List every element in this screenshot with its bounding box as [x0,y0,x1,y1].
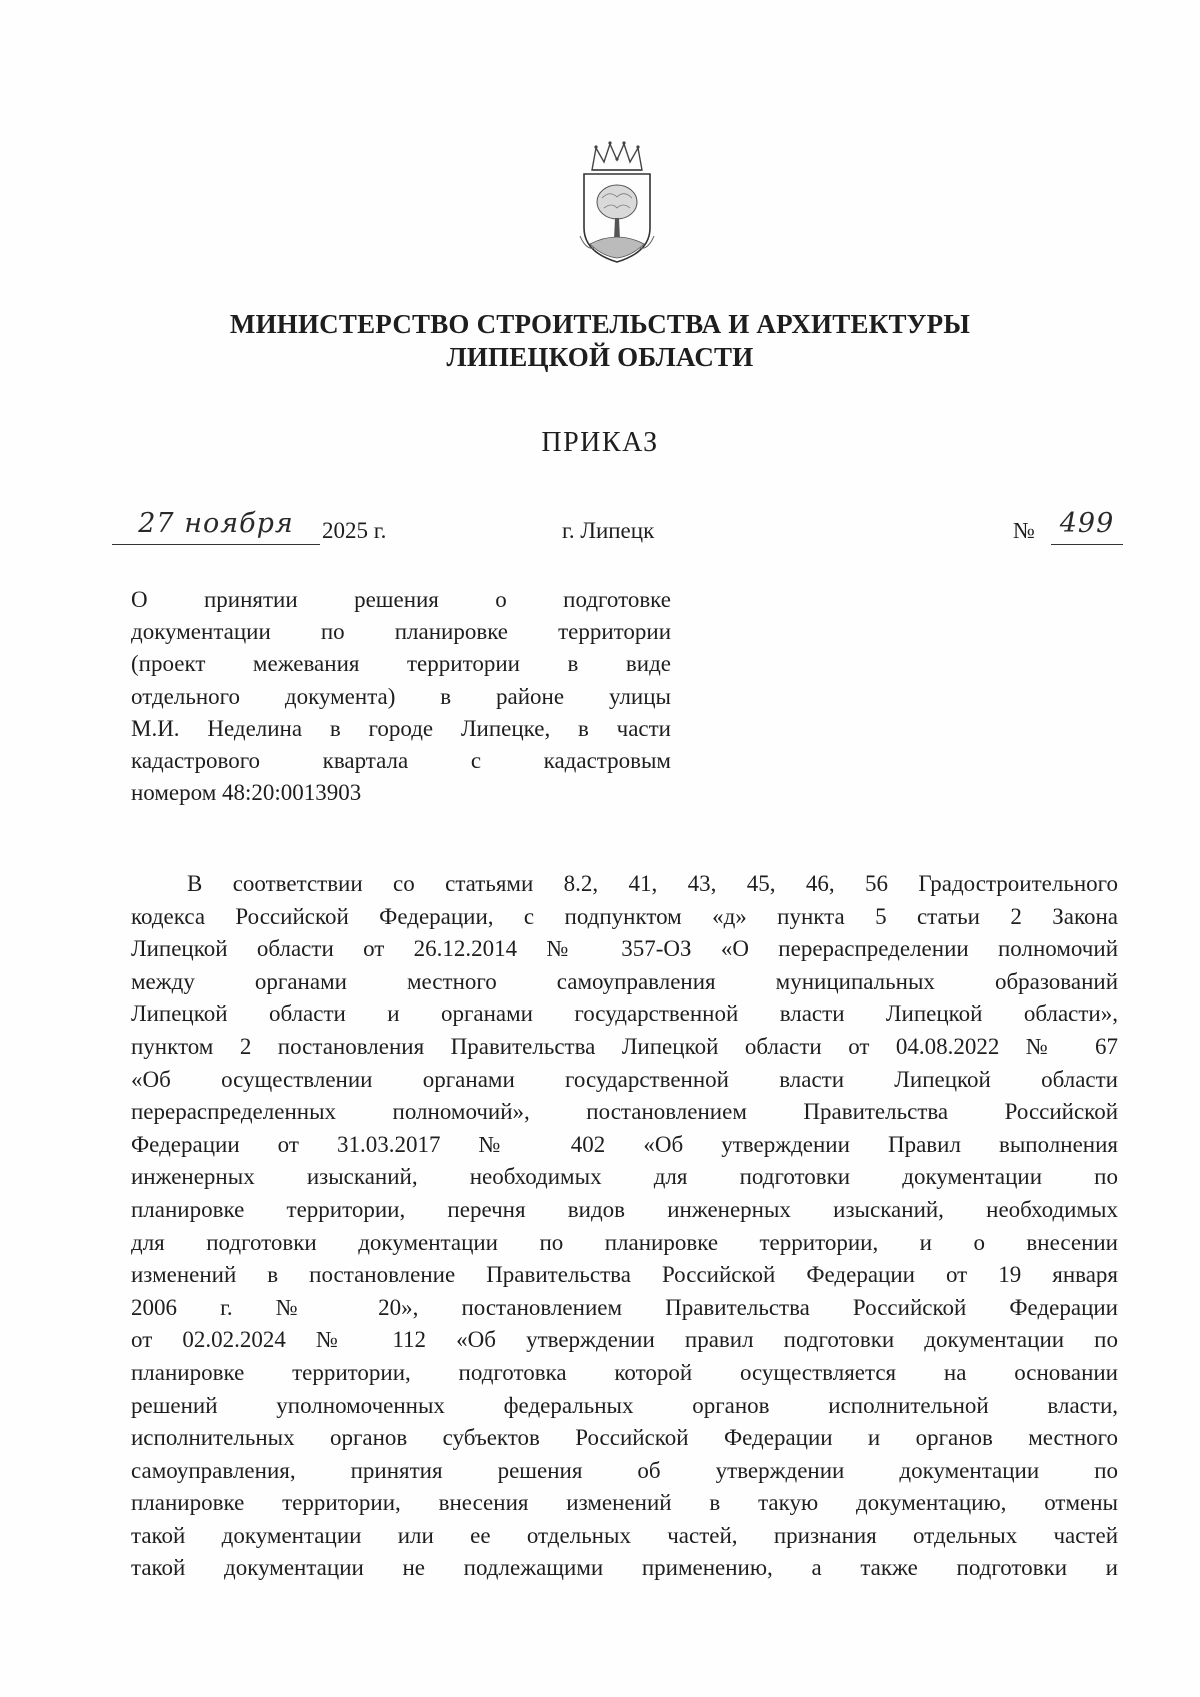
body-line: исполнительных органов субъектов Российской Федерации и органов местного [131,1425,1118,1451]
body-line: от 02.02.2024 № 112 «Об утверждении правил подготовки документации по [131,1327,1118,1353]
body-line: инженерных изысканий, необходимых для подготовки документации по [131,1164,1118,1190]
body-line: планировке территории, внесения изменений в такую документацию, отмены [131,1490,1118,1516]
document-city: г. Липецк [562,518,655,543]
subject-line: документации по планировке территории [131,619,671,645]
document-year: 2025 г. [322,518,387,543]
subject-line: кадастрового квартала с кадастровым [131,747,671,773]
subject-line: номером 48:20:0013903 [131,780,362,806]
body-line: планировке территории, подготовка которой осуществляется на основании [131,1359,1118,1385]
body-line: Липецкой области от 26.12.2014 № 357-ОЗ «О перераспределении полномочий [131,936,1118,962]
ministry-title-line-2: ЛИПЕЦКОЙ ОБЛАСТИ [446,342,754,372]
body-line: между органами местного самоуправления муниципальных образований [131,968,1118,994]
document-type-heading: ПРИКАЗ [541,427,659,458]
order-subject [131,584,671,809]
body-line: решений уполномоченных федеральных органов исполнительной власти, [131,1392,1118,1418]
body-line: изменений в постановление Правительства Российской Федерации от 19 января [131,1262,1118,1288]
body-line: планировке территории, перечня видов инженерных изысканий, необходимых [131,1196,1118,1222]
body-line: Липецкой области и органами государственной власти Липецкой области», [131,1001,1118,1027]
body-line: такой документации не подлежащими применению, а также подготовки и [131,1555,1118,1581]
body-line: 2006 г. № 20», постановлением Правительства Российской Федерации [131,1294,1118,1320]
body-line: «Об осуществлении органами государственной власти Липецкой области [131,1066,1118,1092]
lipetsk-coat-of-arms-icon [572,140,662,270]
body-line: для подготовки документации по планировке территории, и о внесении [131,1229,1118,1255]
ministry-title-line-1: МИНИСТЕРСТВО СТРОИТЕЛЬСТВА И АРХИТЕКТУРЫ [229,309,971,339]
body-line: самоуправления, принятия решения об утверждении документации по [131,1457,1118,1483]
handwritten-date: 27 ноября [112,508,320,545]
subject-line: отдельного документа) в районе улицы [131,683,671,709]
body-line: В соответствии со статьями 8.2, 41, 43, 45, 46, 56 Градостроительного [187,871,1118,896]
date-number-row [0,508,1200,558]
subject-line: О принятии решения о подготовке [131,587,671,612]
order-body-text [131,868,1118,1585]
number-label: № [1013,518,1035,543]
body-line: Федерации от 31.03.2017 № 402 «Об утверждении Правил выполнения [131,1131,1118,1157]
handwritten-number: 499 [1051,508,1123,545]
body-line: кодекса Российской Федерации, с подпунктом «д» пункта 5 статьи 2 Закона [131,903,1118,929]
body-line: пунктом 2 постановления Правительства Липецкой области от 04.08.2022 № 67 [131,1033,1118,1059]
subject-line: М.И. Неделина в городе Липецке, в части [131,715,671,741]
body-line: перераспределенных полномочий», постановлением Правительства Российской [131,1099,1118,1125]
body-line: такой документации или ее отдельных частей, признания отдельных частей [131,1522,1118,1548]
subject-line: (проект межевания территории в виде [131,651,671,677]
